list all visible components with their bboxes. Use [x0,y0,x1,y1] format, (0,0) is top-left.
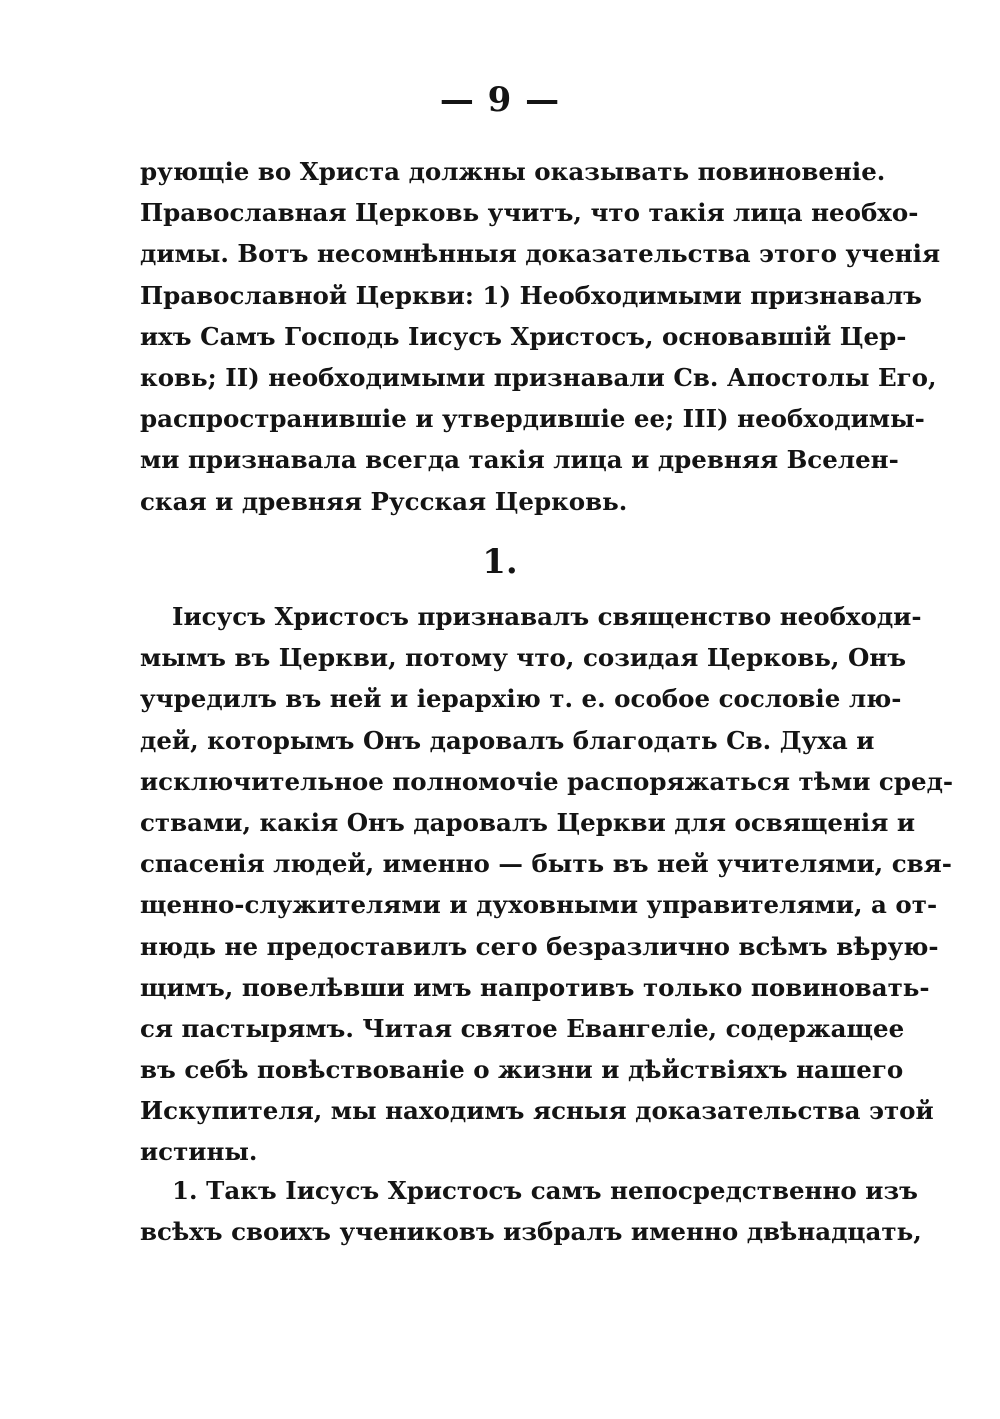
text-line: распространившіе и утвердившіе ее; III) необходимы- [140,404,925,434]
text-line: ми признавала всегда такія лица и древняя Вселен- [140,445,899,475]
section-heading: 1. [482,542,518,582]
text-line: димы. Вотъ несомнѣнныя доказательства этого ученія [140,239,941,269]
text-line: ихъ Самъ Господь Іисусъ Христосъ, основавшій Цер- [140,321,907,351]
paragraph-2 [140,596,954,1173]
text-line: въ себѣ повѣствованіе о жизни и дѣйствіяхъ нашего [140,1055,904,1085]
text-line: Православная Церковь учитъ, что такія лица необхо- [140,198,919,228]
text-line: нюдь не предоставилъ сего безразлично всѣмъ вѣрую- [140,931,939,961]
text-line: щимъ, повелѣвши имъ напротивъ только повиновать- [140,972,930,1002]
page-number: — 9 — [439,80,561,120]
text-line: учредилъ въ ней и іерархію т. е. особое сословіе лю- [140,684,902,714]
text-line: истины. [140,1137,258,1167]
text-line: Іисусъ Христосъ признавалъ священство необходи- [172,602,922,631]
text-line: щенно-служителями и духовными управителями, а от- [140,890,938,920]
text-line: 1. Такъ Іисусъ Христосъ самъ непосредственно изъ [172,1176,918,1205]
text-line: ская и древняя Русская Церковь. [140,486,628,516]
text-line: дей, которымъ Онъ даровалъ благодать Св. Духа и [140,725,875,755]
paragraph-1 [140,151,941,522]
text-line: исключительное полномочіе распоряжаться тѣми сред- [140,766,954,796]
text-line: рующіе во Христа должны оказывать повиновеніе. [140,157,886,186]
text-line: всѣхъ своихъ учениковъ избралъ именно двѣнадцать, [140,1217,922,1247]
text-line: Искупителя, мы находимъ ясныя доказательства этой [140,1096,934,1126]
text-line: ковь; II) необходимыми признавали Св. Апостолы Его, [140,362,937,392]
text-line: ствами, какія Онъ даровалъ Церкви для освященія и [140,807,916,837]
paragraph-3 [140,1170,922,1252]
text-line: Православной Церкви: 1) Необходимыми признавалъ [140,280,922,310]
text-line: мымъ въ Церкви, потому что, созидая Церковь, Онъ [140,643,907,673]
text-line: ся пастырямъ. Читая святое Евангеліе, содержащее [140,1013,905,1043]
text-line: спасенія людей, именно — быть въ ней учителями, свя- [140,849,952,879]
